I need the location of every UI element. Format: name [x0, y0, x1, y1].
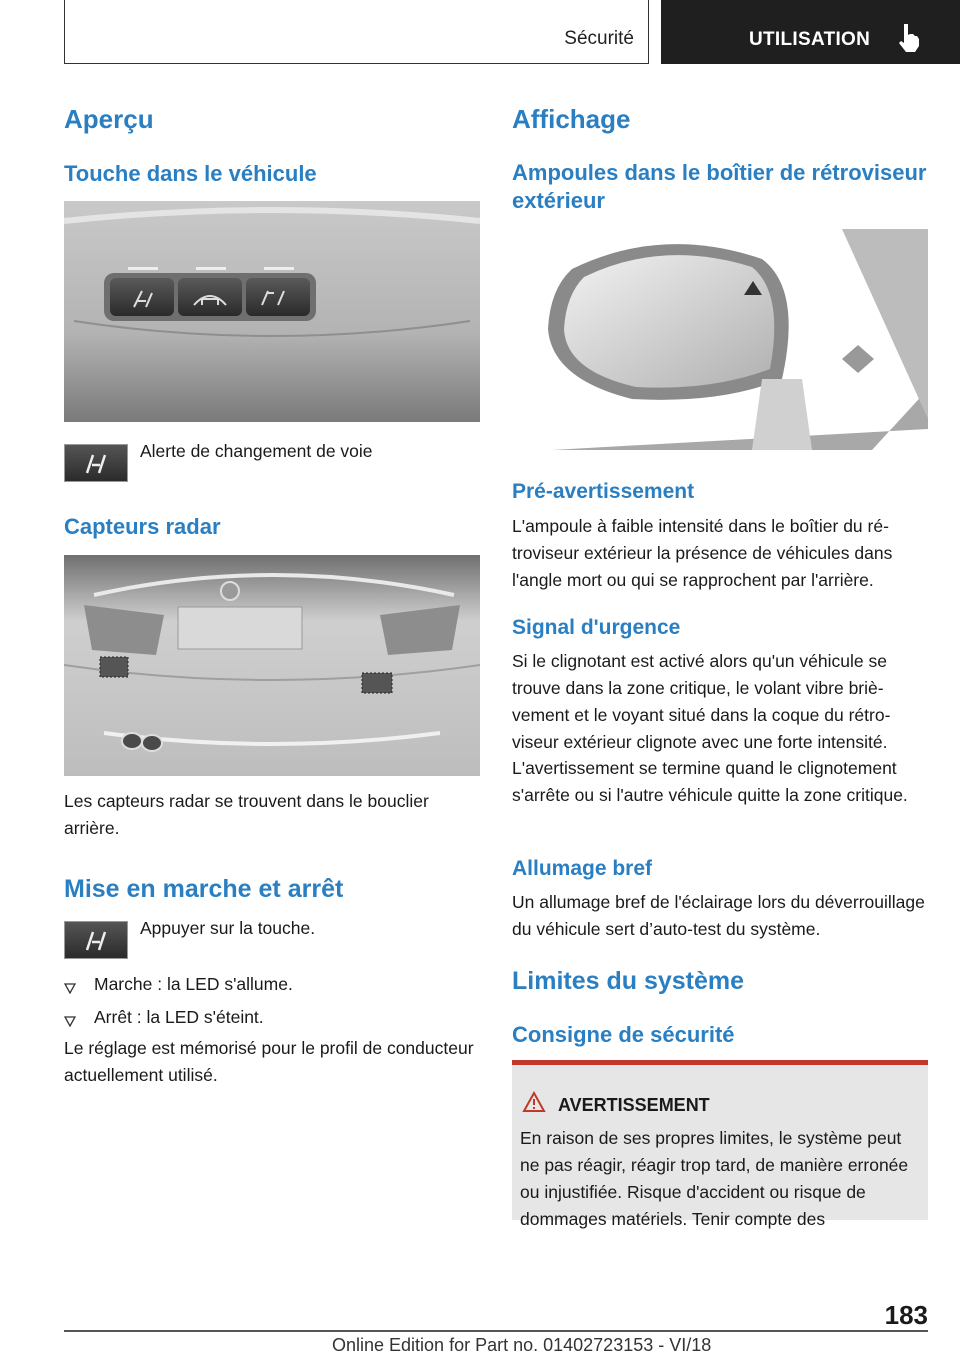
icon-caption-lane-change: Alerte de changement de voie [140, 441, 373, 461]
heading-consigne: Consigne de sécurité [512, 1022, 735, 1047]
warning-box [512, 1060, 928, 1229]
heading-limites: Limites du système [512, 967, 745, 995]
chapter-tab [661, 0, 960, 64]
capteurs-paragraph: Les capteurs radar se trouvent dans le bouclier arrière. [64, 791, 429, 838]
button-panel-figure [64, 201, 480, 422]
bullet-text-arret: Arrêt : la LED s'éteint. [94, 1007, 264, 1027]
heading-apercu: Aperçu [64, 104, 154, 134]
footer-divider [64, 1330, 928, 1332]
allumage-paragraph: Un allumage bref de l'éclairage lors du déverrouillage du véhicule sert d’auto-test du système. [512, 892, 925, 939]
icon-caption-press: Appuyer sur la touche. [140, 918, 316, 938]
heading-signal-urgence: Signal d'urgence [512, 616, 681, 639]
header-left-frame [64, 0, 649, 64]
pointing-hand-icon [895, 22, 921, 57]
signal-paragraph: Si le clignotant est activé alors qu'un véhicule se trouve dans la zone critique, le volant vibre brièvement et le voyant situé dans la coque du rétroviseur extérieur clignote avec une forte intensité. [512, 651, 891, 752]
lane-change-warning-icon-2 [64, 921, 128, 959]
heading-pre-avertissement: Pré-avertissement [512, 480, 695, 503]
warning-triangle-icon [522, 1091, 546, 1118]
reglage-paragraph: Le réglage est mémorisé pour le profil de conducteur actuellement utilisé. [64, 1038, 474, 1085]
bullet-triangle-icon [64, 1011, 76, 1032]
lane-change-warning-icon [64, 444, 128, 482]
heading-affichage: Affichage [512, 104, 631, 134]
heading-touche: Touche dans le véhicule [64, 161, 317, 186]
bullet-text-marche: Marche : la LED s'allume. [94, 974, 293, 994]
heading-marche-arret: Mise en marche et arrêt [64, 875, 344, 903]
mirror-figure [512, 229, 928, 450]
bullet-triangle-icon [64, 978, 76, 999]
warning-title: AVERTISSEMENT [558, 1095, 710, 1115]
warning-text: En raison de ses propres limites, le système peut ne pas réagir, réagir trop tard, de manière erronée ou injustifiée. Risque d'accident ou risque de dommages matériels. Tenir compte des [520, 1128, 909, 1229]
pre-avertissement-paragraph: L'ampoule à faible intensité dans le boîtier du rétroviseur extérieur la présence de véhicules dans l'angle mort ou qui se rapprochent par l'arrière. [512, 516, 893, 590]
heading-ampoules: Ampoules dans le boîtier de rétroviseur extérieur [512, 160, 927, 213]
radar-sensors-figure [64, 555, 480, 776]
section-title: Sécurité [564, 28, 634, 49]
heading-allumage-bref: Allumage bref [512, 857, 653, 880]
chapter-title: UTILISATION [749, 29, 871, 50]
edition-footer: Online Edition for Part no. 01402723153 - VI/18 [332, 1335, 712, 1355]
page-number: 183 [884, 1300, 928, 1330]
heading-capteurs: Capteurs radar [64, 514, 221, 539]
fin-avertissement-paragraph: L'avertissement se termine quand le clignotement s'arrête ou si l'autre véhicule quitte la zone critique. [512, 758, 908, 805]
